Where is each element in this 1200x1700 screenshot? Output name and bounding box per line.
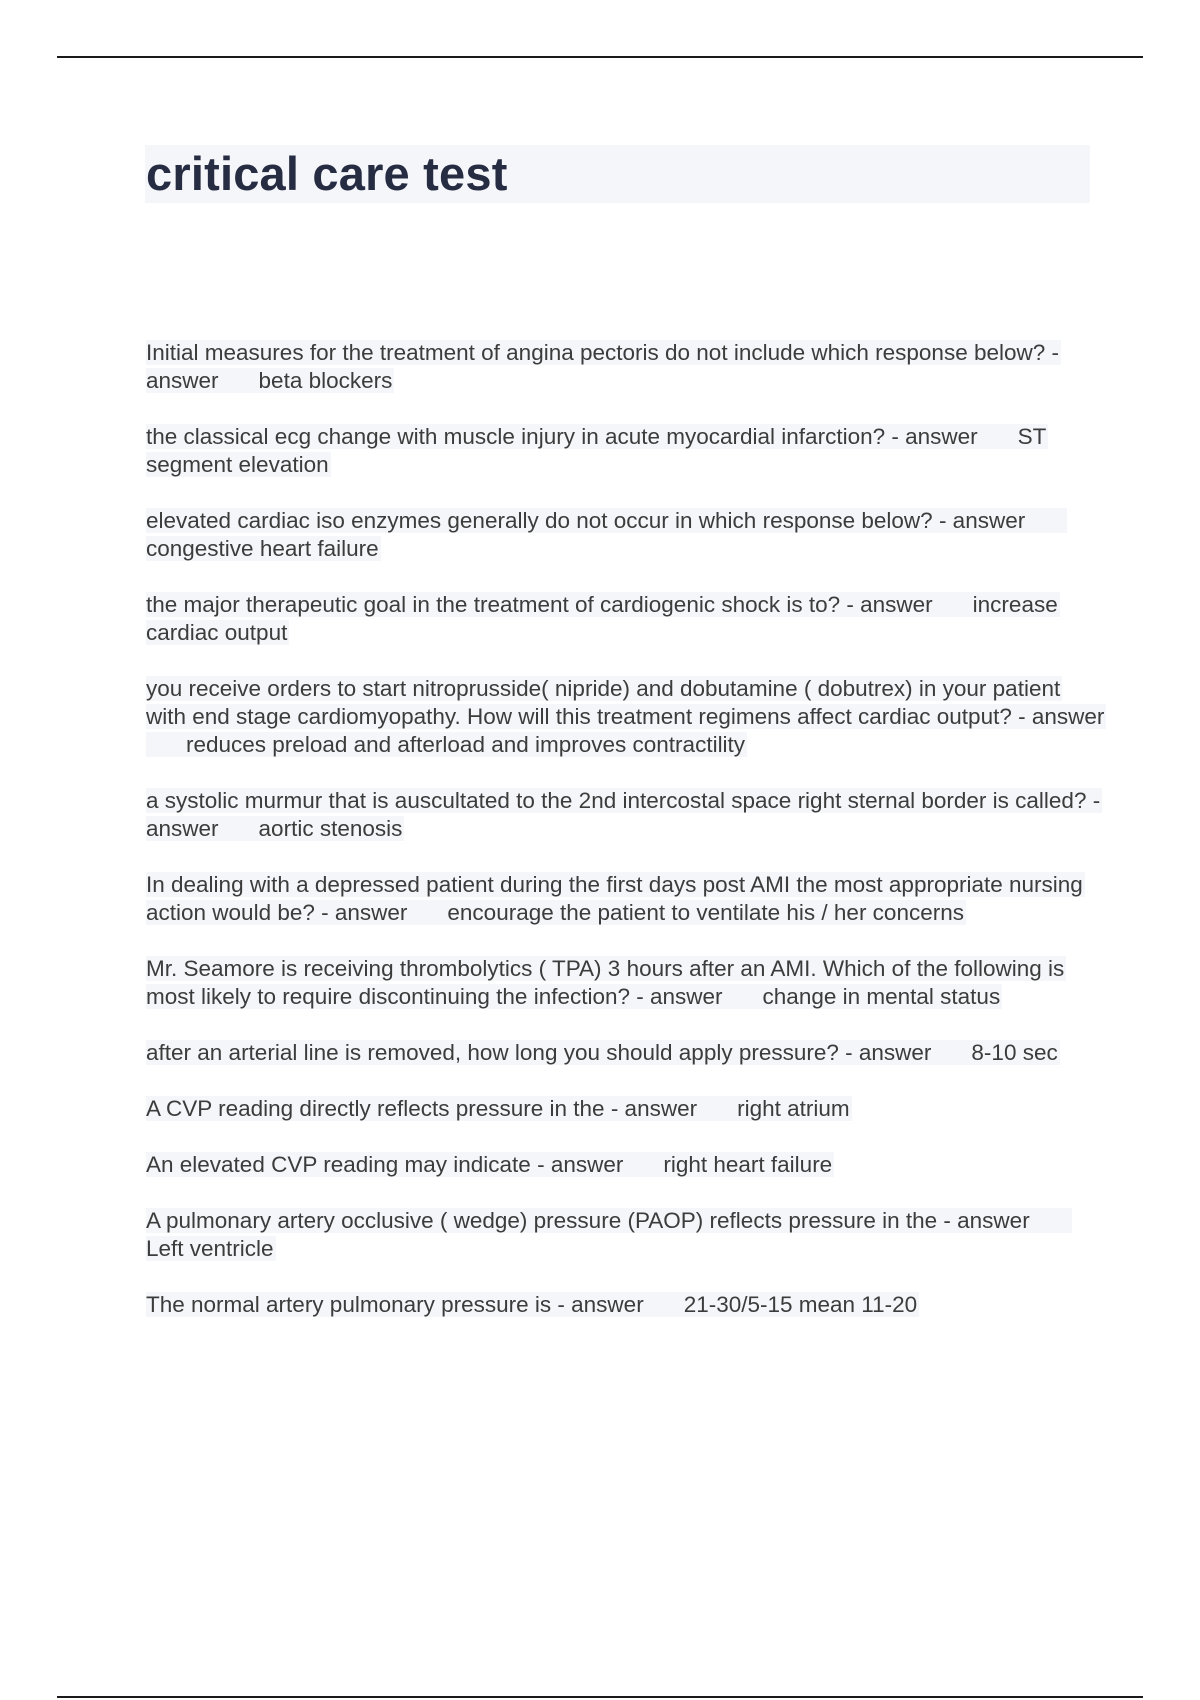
qa-item: [146, 1291, 1106, 1319]
answer-separator: - answer: [885, 424, 978, 449]
answer-separator: - answer: [840, 592, 933, 617]
qa-item: [146, 1039, 1106, 1067]
question-text: you receive orders to start nitroprusside( nipride) and dobutamine ( dobutrex) in your patient with end stage cardiomyopathy. How will this treatment regimens affect cardiac output?: [146, 676, 1061, 729]
footer-rule: [57, 1696, 1143, 1698]
answer-separator: - answer: [1011, 704, 1105, 729]
answer-separator: - answer: [630, 984, 723, 1009]
qa-list: [146, 339, 1106, 1347]
question-text: A pulmonary artery occlusive ( wedge) pressure (PAOP) reflects pressure in the: [146, 1208, 938, 1233]
answer-separator: - answer: [146, 788, 1101, 841]
answer-text: aortic stenosis: [258, 816, 403, 841]
answer-text: right atrium: [737, 1096, 850, 1121]
question-text: elevated cardiac iso enzymes generally do not occur in which response below?: [146, 508, 933, 533]
question-text: the classical ecg change with muscle injury in acute myocardial infarction?: [146, 424, 886, 449]
qa-item: [146, 423, 1106, 479]
question-text: a systolic murmur that is auscultated to the 2nd intercostal space right sternal border is called?: [146, 788, 1087, 813]
qa-item: [146, 591, 1106, 647]
answer-separator: - answer: [838, 1040, 932, 1065]
answer-text: Left ventricle: [146, 1236, 274, 1261]
question-text: In dealing with a depressed patient during the first days post AMI the most appropriate nursing action would be?: [146, 872, 1083, 925]
answer-text: beta blockers: [258, 368, 393, 393]
answer-text: encourage the patient to ventilate his / her concerns: [447, 900, 964, 925]
answer-separator: - answer: [551, 1292, 644, 1317]
answer-text: 21-30/5-15 mean 11-20: [683, 1292, 918, 1317]
answer-text: right heart failure: [663, 1152, 833, 1177]
qa-item: [146, 1207, 1106, 1263]
question-text: A CVP reading directly reflects pressure in the: [146, 1096, 605, 1121]
question-text: An elevated CVP reading may indicate: [146, 1152, 531, 1177]
answer-separator: - answer: [314, 900, 408, 925]
answer-text: change in mental status: [762, 984, 1001, 1009]
answer-text: increase cardiac output: [146, 592, 1058, 645]
qa-item: [146, 507, 1106, 563]
page-title: critical care test: [146, 147, 508, 200]
question-text: the major therapeutic goal in the treatment of cardiogenic shock is to?: [146, 592, 841, 617]
header-rule: [57, 56, 1143, 58]
answer-separator: - answer: [932, 508, 1026, 533]
question-text: after an arterial line is removed, how long you should apply pressure?: [146, 1040, 839, 1065]
answer-separator: - answer: [937, 1208, 1030, 1233]
question-text: Mr. Seamore is receiving thrombolytics ( TPA) 3 hours after an AMI. Which of the following is most likely to require discontinuing the infection?: [146, 956, 1065, 1009]
answer-separator: - answer: [604, 1096, 698, 1121]
qa-item: [146, 787, 1106, 843]
qa-item: [146, 1151, 1106, 1179]
qa-item: [146, 1095, 1106, 1123]
qa-item: [146, 675, 1106, 759]
answer-separator: - answer: [530, 1152, 624, 1177]
answer-separator: - answer: [146, 340, 1060, 393]
answer-text: 8-10 sec: [971, 1040, 1058, 1065]
question-text: Initial measures for the treatment of angina pectoris do not include which response below?: [146, 340, 1046, 365]
question-text: The normal artery pulmonary pressure is: [146, 1292, 552, 1317]
qa-item: [146, 871, 1106, 927]
answer-text: congestive heart failure: [146, 536, 379, 561]
answer-text: ST segment elevation: [146, 424, 1046, 477]
qa-item: [146, 955, 1106, 1011]
answer-text: reduces preload and afterload and improves contractility: [186, 732, 746, 757]
qa-item: [146, 339, 1106, 395]
